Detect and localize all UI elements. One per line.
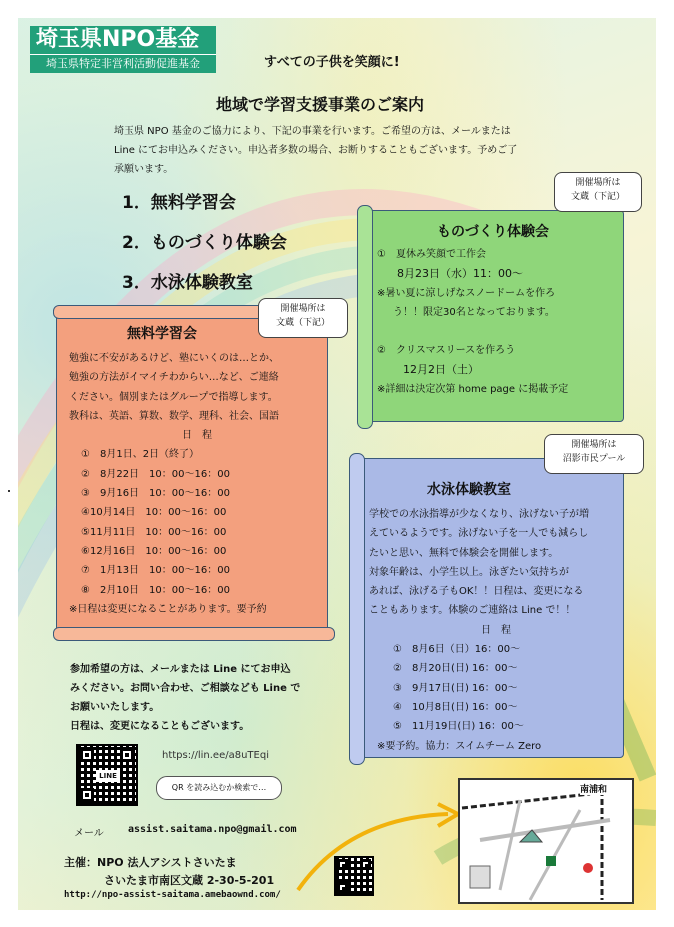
schedule-item: ① 8月1日、2日（終了）	[81, 449, 200, 461]
body-line: 勉強に不安があるけど、塾にいくのは…とか、	[69, 353, 279, 364]
craft-line: 8月23日（水）11：00〜	[397, 267, 523, 281]
craft-panel	[362, 210, 624, 422]
craft-line: 12月2日（土）	[403, 363, 479, 377]
schedule-label: 日 程	[182, 430, 212, 442]
free-study-location-callout	[258, 298, 348, 338]
intro-line: Line にてお申込みください。申込者多数の場合、お断りすることもございます。予めご了	[114, 145, 518, 156]
apply-text	[70, 660, 340, 736]
flyer-page	[18, 18, 656, 910]
apply-line: お願いいたします。	[70, 702, 160, 713]
callout-line: 開催場所は	[571, 440, 617, 450]
schedule-item: ⑧ 2月10日 10：00〜16：00	[81, 584, 230, 596]
swim-panel	[354, 458, 624, 758]
craft-line	[377, 322, 621, 341]
body-line: 対象年齢は、小学生以上。泳ぎたい気持ちが	[369, 566, 569, 578]
callout-line: 開催場所は	[575, 178, 621, 188]
organizer: 主催：NPO 法人アシストさいたま	[64, 856, 237, 869]
craft-body	[377, 245, 621, 399]
intro-text	[114, 122, 584, 179]
mail-label: メール	[74, 828, 104, 839]
callout-line: 開催場所は	[280, 304, 326, 314]
program-item: 2．ものづくり体験会	[122, 233, 287, 253]
craft-location-callout	[554, 172, 642, 212]
address: さいたま市南区文蔵 2-30-5-201	[104, 874, 275, 887]
schedule-item: ④10月14日 10：00〜16：00	[81, 507, 227, 519]
qr-line-label: LINE	[96, 770, 120, 782]
craft-line: ① 夏休み笑顔で工作会	[377, 249, 486, 260]
free-study-panel	[56, 310, 328, 636]
stray-dot	[8, 490, 10, 492]
schedule-item: ② 8月20日(日) 16：00〜	[393, 663, 518, 675]
map-drawing	[460, 780, 632, 902]
schedule-item: ⑦ 1月13日 10：00〜16：00	[81, 565, 230, 577]
scroll-bottom-roll	[53, 627, 335, 641]
schedule-item: ⑤ 11月19日(日) 16：00〜	[393, 721, 524, 733]
schedule-note: ※要予約。協力：スイムチーム Zero	[377, 740, 542, 752]
qr-finder	[80, 788, 94, 802]
program-item: 1．無料学習会	[122, 193, 236, 213]
body-line: あれば、泳げる子もOK！！日程は、変更になる	[369, 586, 584, 598]
schedule-item: ③ 9月16日 10：00〜16：00	[81, 488, 230, 500]
body-line: 学校での水泳指導が少なくなり、泳げない子が増	[369, 509, 589, 520]
scroll-left-roll	[349, 453, 365, 765]
schedule-item: ⑥12月16日 10：00〜16：00	[81, 545, 227, 557]
free-study-body	[69, 349, 325, 619]
headline: 地域で学習支援事業のご案内	[216, 95, 425, 114]
free-study-title: 無料学習会	[127, 326, 197, 342]
craft-title: ものづくり体験会	[437, 224, 549, 240]
body-line: ください。個別またはグループで指導します。	[69, 391, 278, 403]
schedule-item: ③ 9月17日(日) 16：00〜	[393, 682, 518, 694]
callout-line: 文蔵（下記）	[275, 318, 330, 328]
map-arrow	[288, 798, 468, 898]
craft-line: ※暑い夏に涼しげなスノードームを作ろ	[377, 287, 556, 299]
craft-line: う！！限定30名となっております。	[393, 306, 555, 318]
body-line: 教科は、英語、算数、数学、理科、社会、国語	[69, 410, 279, 422]
schedule-list	[69, 445, 325, 599]
callout-line: 文蔵（下記）	[570, 192, 625, 202]
swim-body	[369, 505, 623, 756]
program-item: 3．水泳体験教室	[122, 273, 253, 293]
schedule-label: 日 程	[481, 624, 511, 636]
schedule-item: ④ 10月8日(日) 16：00〜	[393, 701, 518, 713]
craft-line: ② クリスマスリースを作ろう	[377, 345, 516, 357]
map-station-label: 南浦和	[580, 782, 607, 795]
body-line: えているようです。泳げない子を一人でも減らし	[369, 528, 589, 540]
schedule-item: ② 8月22日 10：00〜16：00	[81, 468, 230, 480]
craft-line: ※詳細は決定次第 home page に掲載予定	[377, 383, 569, 395]
body-line: こともあります。体験のご連絡は Line で！！	[369, 605, 576, 617]
apply-line: 日程は、変更になることもございます。	[70, 721, 250, 732]
apply-line: みください。お問い合わせ、ご相談なども Line で	[70, 683, 301, 694]
location-map[interactable]	[458, 778, 634, 904]
mail-address[interactable]: assist.saitama.npo@gmail.com	[128, 824, 297, 835]
website-url[interactable]: http://npo-assist-saitama.amebaownd.com/	[64, 890, 281, 900]
qr-finder	[120, 748, 134, 762]
qr-hint-bubble: QR を読み込むか検索で…	[156, 776, 282, 800]
intro-line: 埼玉県 NPO 基金のご協力により、下記の事業を行います。ご希望の方は、メールまたは	[114, 126, 511, 137]
line-url[interactable]: https://lin.ee/a8uTEqi	[162, 750, 269, 761]
tagline: すべての子供を笑顔に!	[264, 55, 400, 70]
intro-line: 承願います。	[114, 164, 174, 175]
schedule-list	[369, 640, 623, 736]
schedule-item: ⑤11月11日 10：00〜16：00	[81, 526, 227, 538]
logo-title: 埼玉県NPO基金	[30, 26, 216, 54]
swim-location-callout	[544, 434, 644, 474]
line-qr-code[interactable]	[76, 744, 138, 806]
qr-finder	[80, 748, 94, 762]
callout-line: 沼影市民プール	[562, 454, 626, 464]
apply-line: 参加希望の方は、メールまたは Line にてお申込	[70, 664, 291, 675]
logo-subtitle: 埼玉県特定非営利活動促進基金	[30, 54, 216, 73]
schedule-item: ① 8月6日（日）16：00〜	[393, 644, 521, 656]
schedule-note: ※日程は変更になることがあります。要予約	[69, 603, 267, 615]
swim-title: 水泳体験教室	[427, 482, 511, 498]
body-line: 勉強の方法がイマイチわからい…など、ご連絡	[69, 372, 279, 384]
body-line: たいと思い、無料で体験会を開催します。	[369, 547, 559, 559]
